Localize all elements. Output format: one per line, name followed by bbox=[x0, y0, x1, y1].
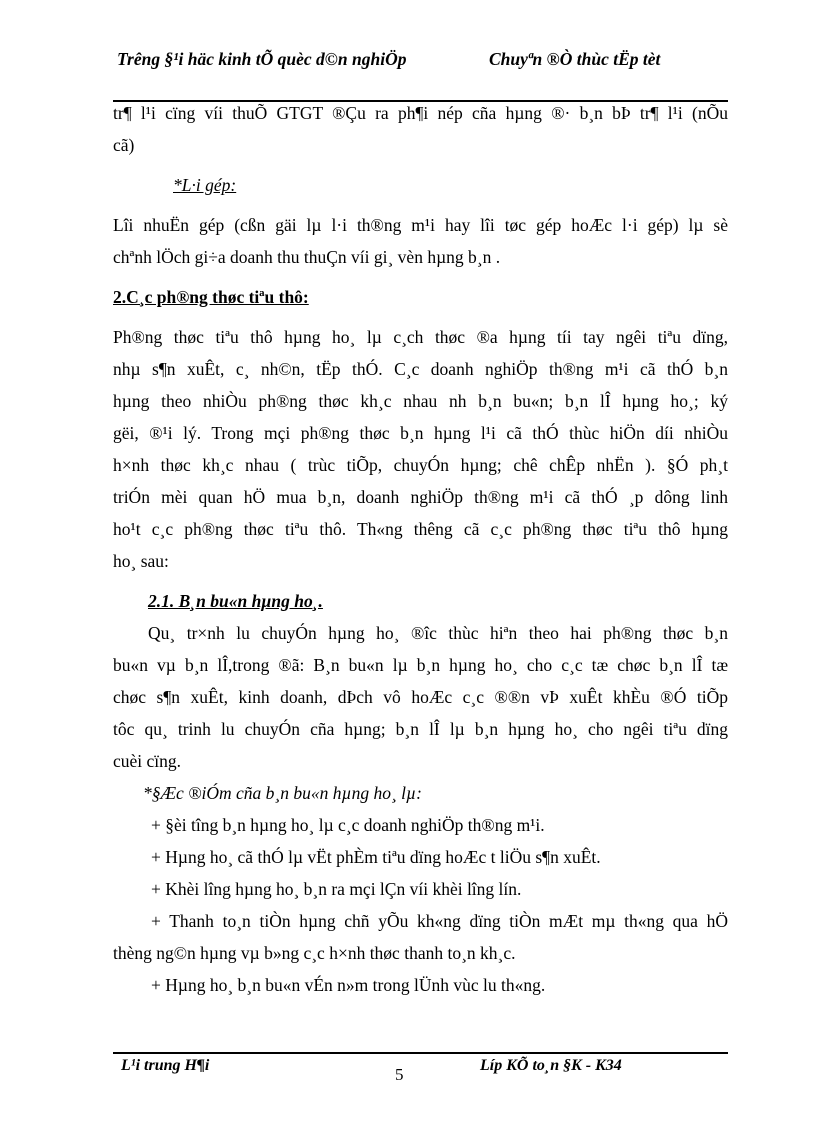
list-item: + Hµng ho¸ cã thÓ lµ vËt phÈm tiªu dïng hoÆc t liÖu s¶n xuÊt. bbox=[151, 847, 601, 867]
subsection-2-1-title: 2.1. B¸n bu«n hµng ho¸. bbox=[148, 591, 323, 611]
p3-line: triÓn mèi quan hÖ mua b¸n, doanh nghiÖp th®ng m¹i cã thÓ ¸p dông linh bbox=[113, 487, 728, 507]
footer-rule bbox=[113, 1052, 728, 1054]
p1-line2: cã) bbox=[113, 135, 135, 155]
p3-line: h×nh thøc kh¸c nhau ( trùc tiÕp, chuyÓn hµng; chê chÊp nhËn ). §Ó ph¸t bbox=[113, 455, 728, 475]
page-header bbox=[113, 48, 728, 100]
footer-class: Líp KÕ to¸n §K - K34 bbox=[480, 1057, 622, 1074]
list-item: + Thanh to¸n tiÒn hµng chñ yÕu kh«ng dïng tiÒn mÆt mµ th«ng qua hÖ bbox=[151, 911, 728, 931]
p4-line: tôc qu¸ trinh lu chuyÓn cña hµng; b¸n lÎ lµ b¸n hµng ho¸ cho ngêi tiªu dïng bbox=[113, 719, 728, 739]
p3-line: hµng theo nhiÒu ph®ng thøc kh¸c nhau nh b¸n bu«n; b¸n lÎ hµng ho¸; ký bbox=[113, 391, 728, 411]
dac-diem-title: *§Æc ®iÓm cña b¸n bu«n hµng ho¸ lµ: bbox=[143, 783, 422, 803]
p4-last-line: cuèi cïng. bbox=[113, 751, 182, 771]
list-item: + Khèi lîng hµng ho¸ b¸n ra mçi lÇn víi khèi lîng lín. bbox=[151, 879, 522, 899]
p4-line: chøc s¶n xuÊt, kinh doanh, dÞch vô hoÆc c¸c ®®n vÞ xuÊt khÈu ®Ó tiÕp bbox=[113, 687, 728, 707]
header-left-school: Trêng §¹i häc kinh tÕ quèc d©n nghiÖp bbox=[117, 49, 407, 69]
p3-last-line: ho¸ sau: bbox=[113, 551, 169, 571]
page-number: 5 bbox=[395, 1065, 404, 1084]
p4-line: Qu¸ tr×nh lu chuyÓn hµng ho¸ ®îc thùc hiªn theo hai ph®ng thøc b¸n bbox=[148, 623, 728, 643]
document-body bbox=[113, 97, 728, 1001]
p2-line1: Lîi nhuËn gép (cßn gäi lµ l·i th®ng m¹i hay lîi tøc gép hoÆc l·i gép) lµ sè bbox=[113, 215, 728, 235]
list-item: + Hµng ho¸ b¸n bu«n vÉn n»m trong lÜnh vùc lu th«ng. bbox=[151, 975, 546, 995]
p4-line: bu«n vµ b¸n lÎ,trong ®ã: B¸n bu«n lµ b¸n hµng ho¸ cho c¸c tæ chøc b¸n lÎ tæ bbox=[113, 655, 728, 675]
list-item-continuation: thèng ng©n hµng vµ b»ng c¸c h×nh thøc thanh to¸n kh¸c. bbox=[113, 943, 516, 963]
p1-line1: tr¶ l¹i cïng víi thuÕ GTGT ®Çu ra ph¶i nép cña hµng ®· b¸n bÞ tr¶ l¹i (nÕu bbox=[113, 103, 728, 123]
page-footer bbox=[113, 1057, 728, 1087]
list-item: + §èi tîng b¸n hµng ho¸ lµ c¸c doanh nghiÖp th®ng m¹i. bbox=[151, 815, 545, 835]
p3-line: nhµ s¶n xuÊt, c¸ nh©n, tËp thÓ. C¸c doanh nghiÖp th®ng m¹i cã thÓ b¸n bbox=[113, 359, 728, 379]
p2-line2: chªnh lÖch gi÷a doanh thu thuÇn víi gi¸ vèn hµng b¸n . bbox=[113, 247, 501, 267]
header-right-title: Chuyªn ®Ò thùc tËp tèt bbox=[489, 49, 661, 69]
p3-line: Ph®ng thøc tiªu thô hµng ho¸ lµ c¸ch thøc ®a hµng tíi tay ngêi tiªu dïng, bbox=[113, 327, 728, 347]
p3-line: gëi, ®¹i lý. Trong mçi ph®ng thøc b¸n hµng l¹i cã thÓ thùc hiÖn díi nhiÒu bbox=[113, 423, 728, 443]
lai-gop-title: *L·i gép: bbox=[173, 175, 237, 195]
footer-author: L¹i trung H¶i bbox=[121, 1057, 210, 1074]
p3-line: ho¹t c¸c ph®ng thøc tiªu thô. Th«ng thêng cã c¸c ph®ng thøc tiªu thô hµng bbox=[113, 519, 728, 539]
section-2-title: 2.C¸c ph®ng thøc tiªu thô: bbox=[113, 287, 309, 307]
